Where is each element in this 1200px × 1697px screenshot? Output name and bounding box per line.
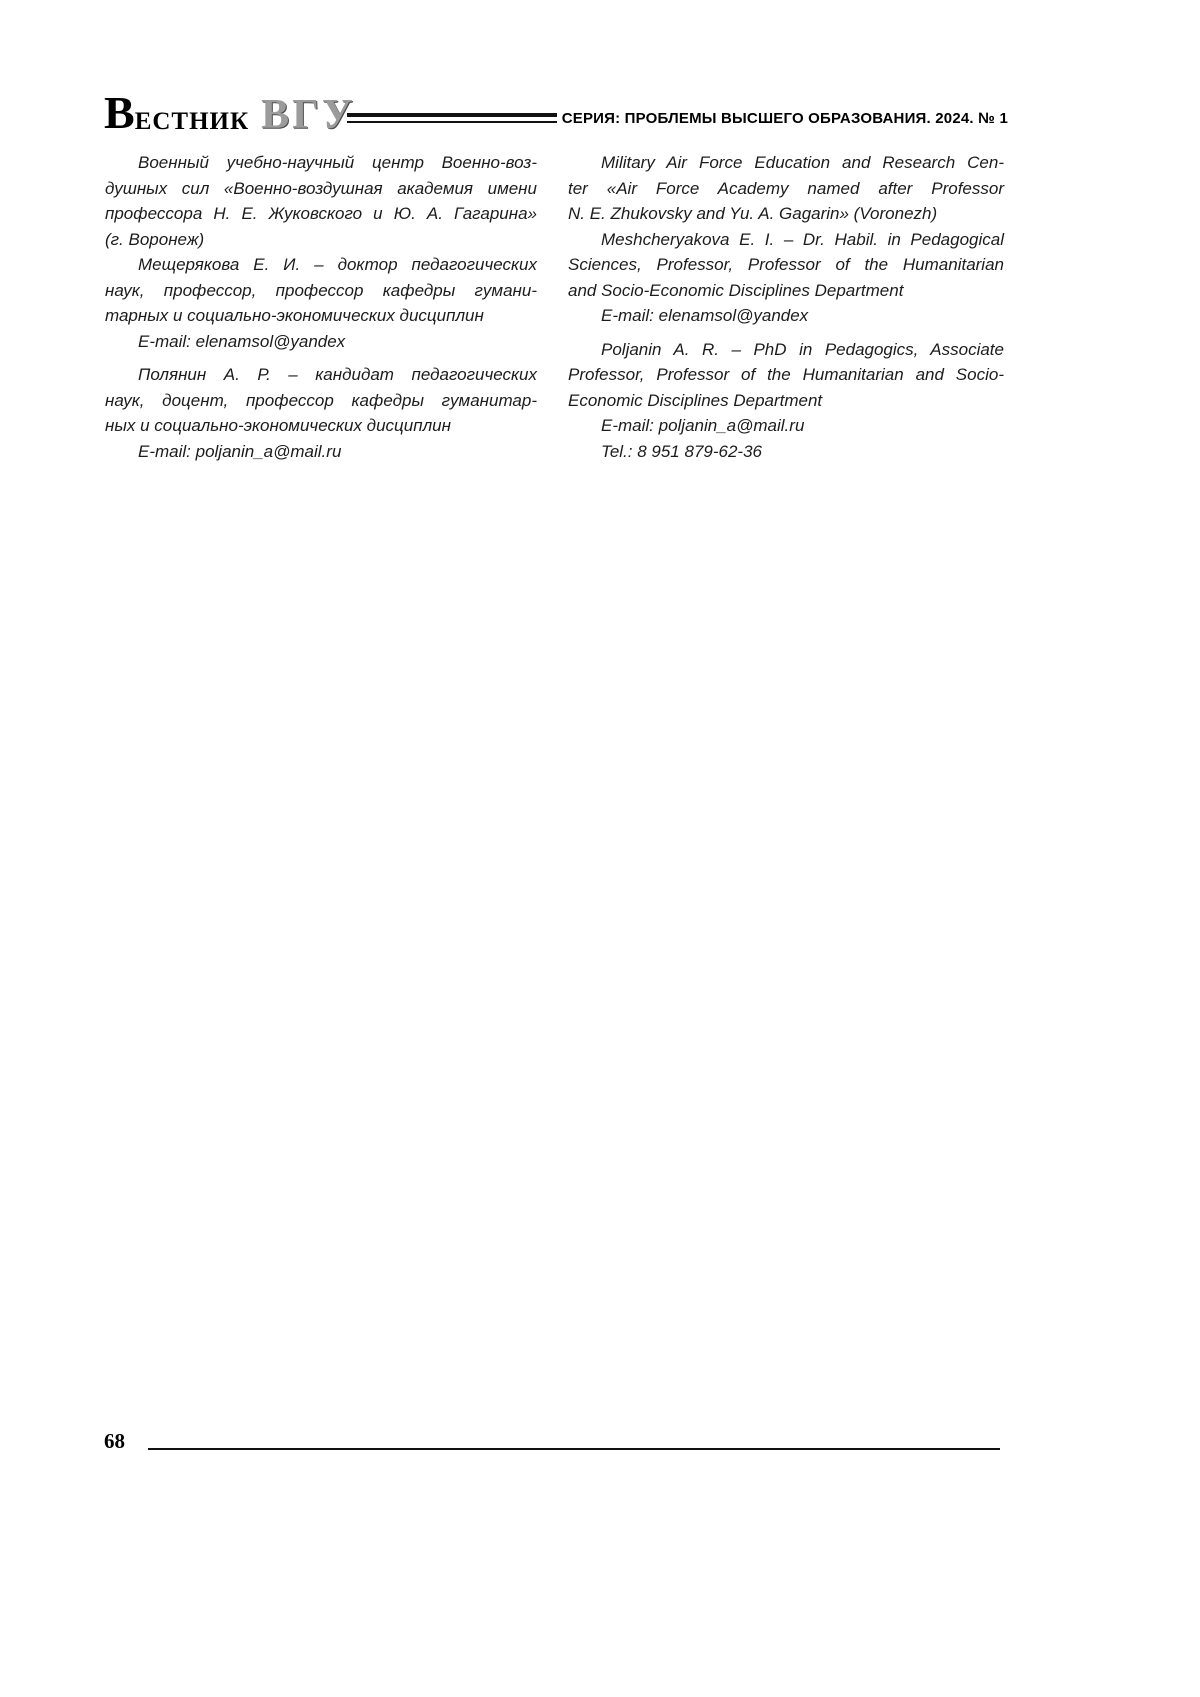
- text-line: E-mail: poljanin_a@mail.ru: [601, 416, 805, 435]
- page-number: 68: [104, 1429, 125, 1453]
- text-line: Sciences, Professor, Professor of the Humanitarian: [568, 255, 1004, 274]
- paragraph: [568, 413, 1004, 439]
- text-line: Poljanin A. R. – PhD in Pedagogics, Associate: [601, 339, 1004, 359]
- paragraph: [568, 439, 1004, 465]
- text-line: E-mail: elenamsol@yandex: [601, 306, 809, 325]
- logo-word-rest: ЕСТНИК: [134, 108, 250, 135]
- left-column: [105, 150, 537, 464]
- paragraph: [105, 362, 537, 439]
- paragraph: [105, 252, 537, 329]
- footer-rule: [148, 1448, 1000, 1450]
- text-line: Professor, Professor of the Humanitarian and Socio-: [568, 365, 1004, 384]
- text-line: тарных и социально-экономических дисциплин: [105, 306, 484, 325]
- right-column: [568, 150, 1004, 464]
- paragraph: [568, 227, 1004, 304]
- header-double-rule: [347, 113, 557, 123]
- text-line: Мещерякова Е. И. – доктор педагогических: [138, 255, 537, 274]
- paragraph: [568, 337, 1004, 414]
- text-line: Военный учебно-научный центр Военно-воз-: [138, 153, 537, 172]
- text-line: ных и социально-экономических дисциплин: [105, 416, 451, 435]
- text-line: душных сил «Военно-воздушная академия имени: [105, 178, 537, 198]
- text-line: and Socio-Economic Disciplines Department: [568, 280, 904, 300]
- text-line: Meshcheryakova E. I. – Dr. Habil. in Pedagogical: [601, 229, 1004, 249]
- logo-acronym: ВГУ: [261, 92, 356, 138]
- text-line: Полянин А. Р. – кандидат педагогических: [138, 365, 537, 384]
- paragraph: [105, 329, 537, 355]
- text-line: профессора Н. Е. Жуковского и Ю. А. Гагарина»: [105, 204, 537, 223]
- text-line: (г. Воронеж): [105, 229, 205, 249]
- text-line: ter «Air Force Academy named after Professor: [568, 178, 1004, 198]
- logo-initial-letter: В: [104, 87, 135, 138]
- paragraph: [105, 439, 537, 465]
- paragraph: [568, 150, 1004, 227]
- text-line: N. E. Zhukovsky and Yu. A. Gagarin» (Voronezh): [568, 204, 938, 223]
- text-line: наук, доцент, профессор кафедры гуманитар-: [105, 390, 537, 410]
- journal-logo: [104, 87, 356, 138]
- text-line: E-mail: elenamsol@yandex: [138, 331, 346, 351]
- text-line: E-mail: poljanin_a@mail.ru: [138, 441, 342, 461]
- text-line: Tel.: 8 951 879-62-36: [601, 441, 762, 461]
- series-title: СЕРИЯ: ПРОБЛЕМЫ ВЫСШЕГО ОБРАЗОВАНИЯ. 2024. № 1: [561, 110, 1008, 127]
- text-line: Economic Disciplines Department: [568, 390, 823, 410]
- text-line: наук, профессор, профессор кафедры гумани-: [105, 280, 537, 300]
- paragraph: [568, 303, 1004, 329]
- text-line: Military Air Force Education and Research Cen-: [601, 153, 1004, 172]
- paragraph: [105, 150, 537, 252]
